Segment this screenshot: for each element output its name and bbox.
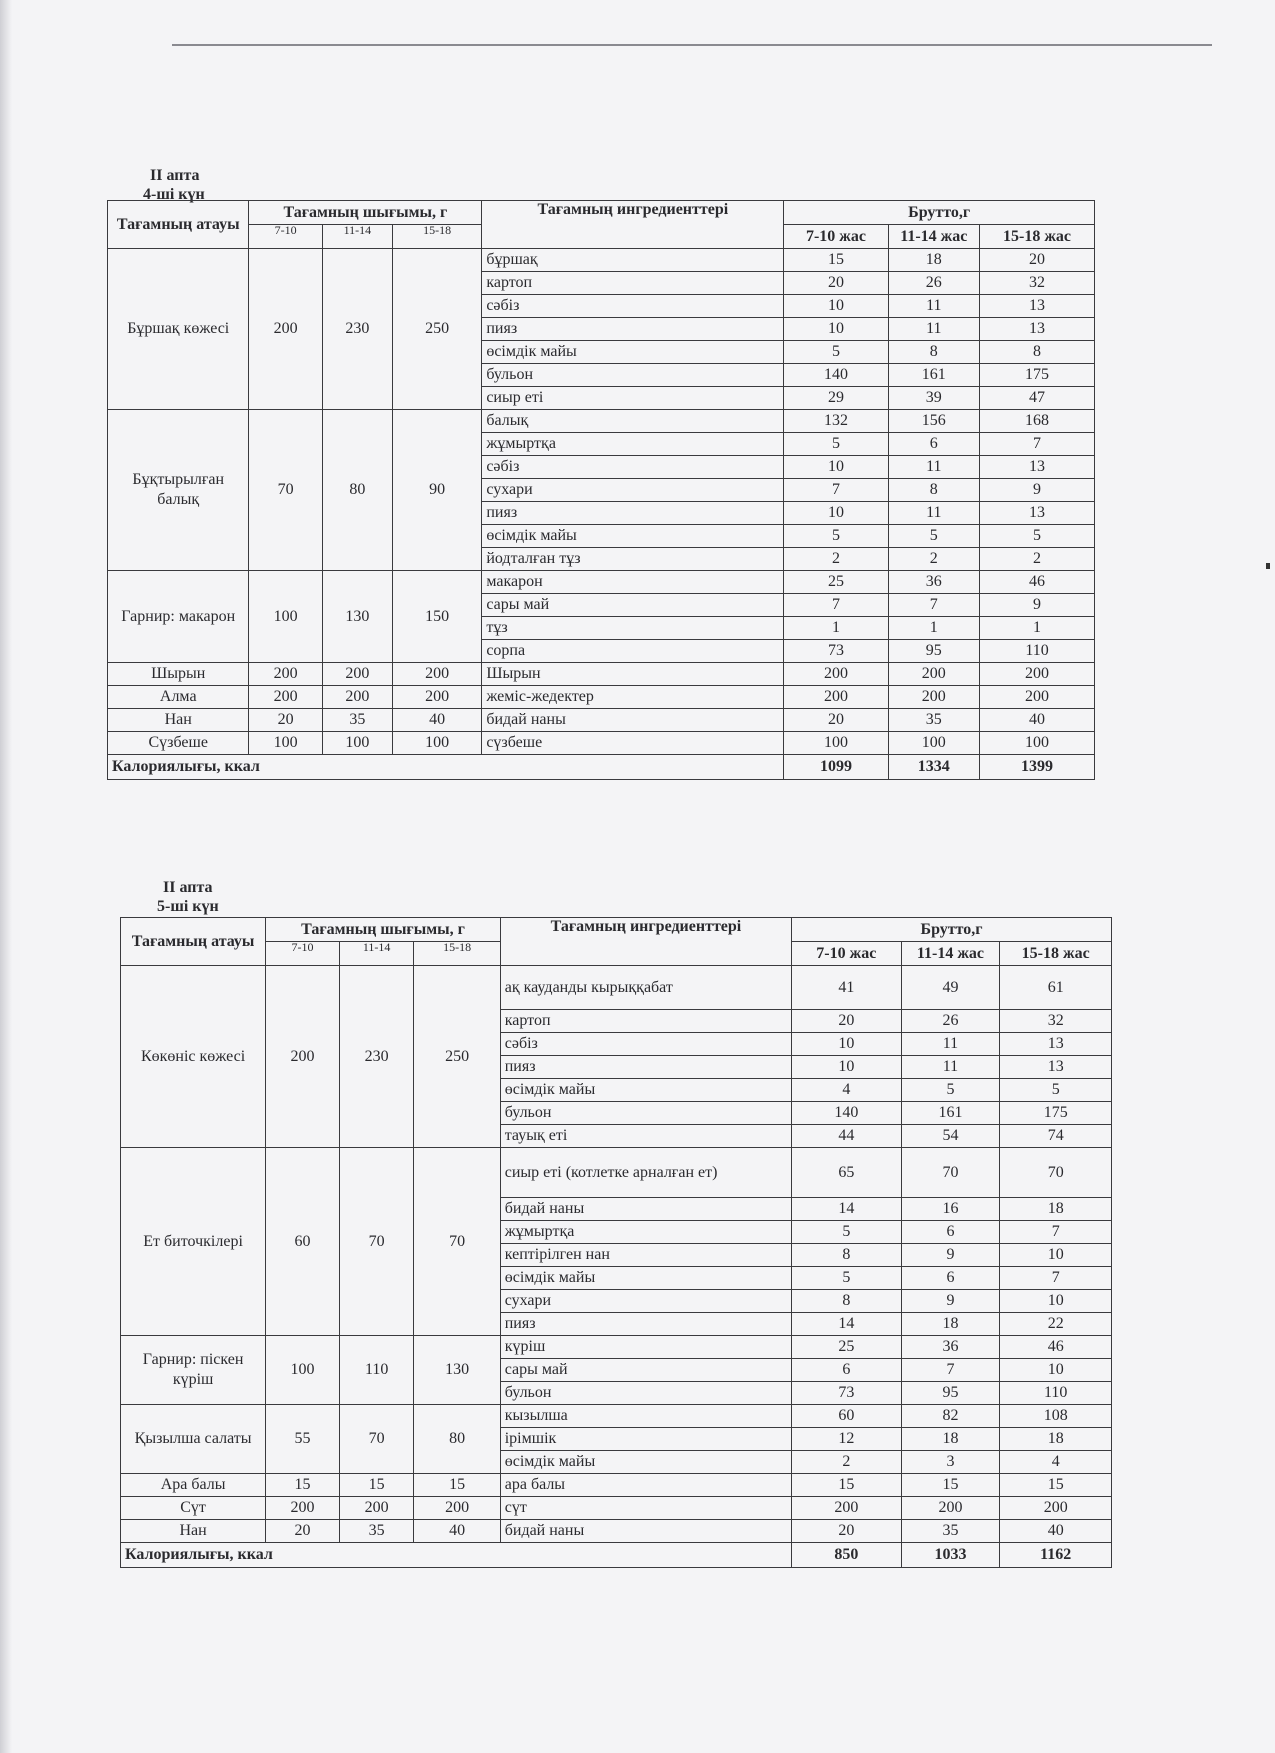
brutto-cell: 18: [1000, 1198, 1112, 1221]
ingredient-cell: жұмыртқа: [500, 1221, 791, 1244]
table-row: [121, 1148, 1112, 1198]
table-row: [108, 410, 1095, 433]
table-row: [121, 1520, 1112, 1543]
table-row: [108, 732, 1095, 755]
brutto-cell: 65: [792, 1148, 901, 1198]
ingredient-cell: кызылша: [500, 1405, 791, 1428]
brutto-cell: 6: [901, 1267, 1000, 1290]
calories-value: 1033: [901, 1543, 1000, 1568]
brutto-cell: 10: [1000, 1359, 1112, 1382]
ingredient-cell: күріш: [500, 1336, 791, 1359]
brutto-cell: 3: [901, 1451, 1000, 1474]
brutto-cell: 5: [784, 433, 888, 456]
yield-cell: 200: [393, 663, 482, 686]
ingredient-cell: сәбіз: [482, 295, 784, 318]
yield-cell: 200: [393, 686, 482, 709]
brutto-cell: 35: [888, 709, 979, 732]
ingredient-cell: сухари: [482, 479, 784, 502]
table-row: [121, 1474, 1112, 1497]
brutto-cell: 7: [784, 479, 888, 502]
brutto-cell: 6: [901, 1221, 1000, 1244]
brutto-cell: 49: [901, 966, 1000, 1010]
ingredient-cell: сары май: [482, 594, 784, 617]
ingredient-cell: өсімдік майы: [482, 525, 784, 548]
table-row: [121, 1497, 1112, 1520]
yield-cell: 100: [249, 571, 322, 663]
brutto-cell: 26: [901, 1010, 1000, 1033]
calories-value: 1399: [980, 755, 1095, 780]
week-label: II апта: [163, 879, 213, 896]
yield-cell: 70: [249, 410, 322, 571]
brutto-cell: 10: [784, 295, 888, 318]
brutto-cell: 18: [888, 249, 979, 272]
brutto-cell: 40: [1000, 1520, 1112, 1543]
brutto-cell: 32: [1000, 1010, 1112, 1033]
ingredient-cell: сорпа: [482, 640, 784, 663]
brutto-cell: 20: [784, 709, 888, 732]
yield-cell: 250: [393, 249, 482, 410]
ingredient-cell: ақ кауданды кырыққабат: [500, 966, 791, 1010]
brutto-cell: 2: [792, 1451, 901, 1474]
table-row: [121, 1336, 1112, 1359]
brutto-cell: 20: [792, 1010, 901, 1033]
brutto-cell: 13: [980, 318, 1095, 341]
brutto-cell: 46: [980, 571, 1095, 594]
yield-cell: 90: [393, 410, 482, 571]
brutto-cell: 46: [1000, 1336, 1112, 1359]
calories-label: Калориялығы, ккал: [108, 755, 784, 780]
ingredient-cell: пияз: [500, 1313, 791, 1336]
brutto-cell: 74: [1000, 1125, 1112, 1148]
menu-table-day5: [120, 917, 1112, 1568]
ingredient-cell: картоп: [482, 272, 784, 295]
yield-cell: 100: [322, 732, 392, 755]
brutto-cell: 10: [1000, 1244, 1112, 1267]
yield-cell: 80: [414, 1405, 500, 1474]
header-yield-age2: 11-14: [339, 942, 414, 966]
header-brutto: Брутто,г: [784, 201, 1095, 225]
ingredient-cell: өсімдік майы: [500, 1079, 791, 1102]
yield-cell: 55: [266, 1405, 340, 1474]
dish-name-cell: Ара балы: [121, 1474, 266, 1497]
yield-cell: 60: [266, 1148, 340, 1336]
dish-name-cell: Қызылша салаты: [121, 1405, 266, 1474]
calories-row: [108, 755, 1095, 780]
ingredient-cell: ірімшік: [500, 1428, 791, 1451]
calories-value: 1099: [784, 755, 888, 780]
table-row: [121, 966, 1112, 1010]
yield-cell: 130: [414, 1336, 500, 1405]
ingredient-cell: сиыр еті: [482, 387, 784, 410]
brutto-cell: 200: [888, 663, 979, 686]
brutto-cell: 25: [784, 571, 888, 594]
yield-cell: 200: [322, 686, 392, 709]
yield-cell: 200: [339, 1497, 414, 1520]
yield-cell: 15: [266, 1474, 340, 1497]
brutto-cell: 15: [1000, 1474, 1112, 1497]
table-body-day5: [121, 966, 1112, 1568]
yield-cell: 100: [266, 1336, 340, 1405]
brutto-cell: 161: [901, 1102, 1000, 1125]
brutto-cell: 4: [792, 1079, 901, 1102]
brutto-cell: 40: [980, 709, 1095, 732]
brutto-cell: 200: [980, 686, 1095, 709]
menu-table-day4: [107, 200, 1095, 780]
table-row: [108, 249, 1095, 272]
header-yield: Тағамның шығымы, г: [249, 201, 482, 225]
dish-name-cell: Сүт: [121, 1497, 266, 1520]
ingredient-cell: бидай наны: [500, 1520, 791, 1543]
brutto-cell: 200: [792, 1497, 901, 1520]
brutto-cell: 15: [792, 1474, 901, 1497]
brutto-cell: 110: [1000, 1382, 1112, 1405]
yield-cell: 130: [322, 571, 392, 663]
brutto-cell: 110: [980, 640, 1095, 663]
table-row: [108, 571, 1095, 594]
dish-name-cell: Бұршақ көжесі: [108, 249, 249, 410]
ingredient-cell: йодталған тұз: [482, 548, 784, 571]
brutto-cell: 25: [792, 1336, 901, 1359]
yield-cell: 200: [266, 966, 340, 1148]
ingredient-cell: бидай наны: [500, 1198, 791, 1221]
brutto-cell: 16: [901, 1198, 1000, 1221]
yield-cell: 230: [339, 966, 414, 1148]
table-row: [108, 686, 1095, 709]
yield-cell: 200: [249, 686, 322, 709]
day-label: 4-ші күн: [143, 186, 205, 203]
ingredient-cell: тұз: [482, 617, 784, 640]
yield-cell: 35: [322, 709, 392, 732]
brutto-cell: 5: [784, 525, 888, 548]
brutto-cell: 18: [1000, 1428, 1112, 1451]
yield-cell: 80: [322, 410, 392, 571]
brutto-cell: 5: [784, 341, 888, 364]
brutto-cell: 140: [784, 364, 888, 387]
brutto-cell: 60: [792, 1405, 901, 1428]
yield-cell: 200: [414, 1497, 500, 1520]
ingredient-cell: сухари: [500, 1290, 791, 1313]
brutto-cell: 11: [888, 502, 979, 525]
brutto-cell: 39: [888, 387, 979, 410]
header-yield: Тағамның шығымы, г: [266, 918, 501, 942]
brutto-cell: 11: [888, 318, 979, 341]
brutto-cell: 20: [980, 249, 1095, 272]
header-brutto: Брутто,г: [792, 918, 1112, 942]
week-label: II апта: [150, 167, 200, 184]
dish-name-cell: Бұқтырылған балық: [108, 410, 249, 571]
brutto-cell: 8: [792, 1244, 901, 1267]
brutto-cell: 13: [1000, 1056, 1112, 1079]
brutto-cell: 156: [888, 410, 979, 433]
brutto-cell: 6: [888, 433, 979, 456]
section-caption-day5: [157, 878, 219, 916]
ingredient-cell: тауық еті: [500, 1125, 791, 1148]
brutto-cell: 44: [792, 1125, 901, 1148]
brutto-cell: 15: [784, 249, 888, 272]
ingredient-cell: Шырын: [482, 663, 784, 686]
header-age2: 11-14 жас: [901, 942, 1000, 966]
header-yield-age3: 15-18: [414, 942, 500, 966]
table-row: [121, 1405, 1112, 1428]
yield-cell: 20: [266, 1520, 340, 1543]
yield-cell: 35: [339, 1520, 414, 1543]
ingredient-cell: картоп: [500, 1010, 791, 1033]
brutto-cell: 73: [784, 640, 888, 663]
brutto-cell: 10: [784, 456, 888, 479]
dish-name-cell: Сүзбеше: [108, 732, 249, 755]
brutto-cell: 7: [1000, 1221, 1112, 1244]
brutto-cell: 1: [980, 617, 1095, 640]
brutto-cell: 8: [888, 479, 979, 502]
brutto-cell: 5: [792, 1221, 901, 1244]
ingredient-cell: бұршақ: [482, 249, 784, 272]
calories-row: [121, 1543, 1112, 1568]
brutto-cell: 100: [888, 732, 979, 755]
yield-cell: 250: [414, 966, 500, 1148]
ingredient-cell: өсімдік майы: [500, 1451, 791, 1474]
brutto-cell: 20: [792, 1520, 901, 1543]
yield-cell: 40: [393, 709, 482, 732]
ingredient-cell: жеміс-жедектер: [482, 686, 784, 709]
yield-cell: 100: [249, 732, 322, 755]
yield-cell: 20: [249, 709, 322, 732]
ingredient-cell: макарон: [482, 571, 784, 594]
brutto-cell: 10: [784, 502, 888, 525]
brutto-cell: 1: [784, 617, 888, 640]
brutto-cell: 140: [792, 1102, 901, 1125]
brutto-cell: 13: [980, 295, 1095, 318]
brutto-cell: 200: [784, 686, 888, 709]
brutto-cell: 61: [1000, 966, 1112, 1010]
brutto-cell: 13: [1000, 1033, 1112, 1056]
header-age3: 15-18 жас: [1000, 942, 1112, 966]
brutto-cell: 4: [1000, 1451, 1112, 1474]
table-row: [108, 709, 1095, 732]
yield-cell: 70: [414, 1148, 500, 1336]
brutto-cell: 36: [901, 1336, 1000, 1359]
yield-cell: 100: [393, 732, 482, 755]
ingredient-cell: бульон: [500, 1382, 791, 1405]
brutto-cell: 200: [980, 663, 1095, 686]
yield-cell: 230: [322, 249, 392, 410]
scan-mark: [1266, 563, 1270, 569]
header-ingredients: Тағамның ингредиенттері: [482, 201, 784, 249]
brutto-cell: 100: [784, 732, 888, 755]
brutto-cell: 5: [792, 1267, 901, 1290]
brutto-cell: 13: [980, 456, 1095, 479]
brutto-cell: 11: [888, 456, 979, 479]
table-row: [108, 663, 1095, 686]
yield-cell: 40: [414, 1520, 500, 1543]
brutto-cell: 7: [784, 594, 888, 617]
brutto-cell: 2: [888, 548, 979, 571]
brutto-cell: 47: [980, 387, 1095, 410]
brutto-cell: 200: [784, 663, 888, 686]
brutto-cell: 8: [888, 341, 979, 364]
brutto-cell: 132: [784, 410, 888, 433]
brutto-cell: 5: [901, 1079, 1000, 1102]
brutto-cell: 2: [980, 548, 1095, 571]
dish-name-cell: Нан: [121, 1520, 266, 1543]
brutto-cell: 200: [1000, 1497, 1112, 1520]
brutto-cell: 11: [901, 1033, 1000, 1056]
header-age2: 11-14 жас: [888, 225, 979, 249]
ingredient-cell: сиыр еті (котлетке арналған ет): [500, 1148, 791, 1198]
dish-name-cell: Көкөніс көжесі: [121, 966, 266, 1148]
brutto-cell: 168: [980, 410, 1095, 433]
brutto-cell: 29: [784, 387, 888, 410]
brutto-cell: 70: [1000, 1148, 1112, 1198]
ingredient-cell: жұмыртқа: [482, 433, 784, 456]
yield-cell: 150: [393, 571, 482, 663]
brutto-cell: 175: [1000, 1102, 1112, 1125]
ingredient-cell: пияз: [482, 502, 784, 525]
calories-label: Калориялығы, ккал: [121, 1543, 792, 1568]
ingredient-cell: бульон: [500, 1102, 791, 1125]
yield-cell: 200: [249, 663, 322, 686]
dish-name-cell: Ет биточкілері: [121, 1148, 266, 1336]
brutto-cell: 73: [792, 1382, 901, 1405]
brutto-cell: 8: [980, 341, 1095, 364]
brutto-cell: 108: [1000, 1405, 1112, 1428]
section-caption-day4: [143, 166, 205, 204]
brutto-cell: 54: [901, 1125, 1000, 1148]
ingredient-cell: пияз: [500, 1056, 791, 1079]
brutto-cell: 10: [784, 318, 888, 341]
brutto-cell: 18: [901, 1428, 1000, 1451]
ingredient-cell: кептірілген нан: [500, 1244, 791, 1267]
header-yield-age3: 15-18: [393, 225, 482, 249]
brutto-cell: 22: [1000, 1313, 1112, 1336]
ingredient-cell: сүт: [500, 1497, 791, 1520]
header-yield-age2: 11-14: [322, 225, 392, 249]
brutto-cell: 26: [888, 272, 979, 295]
yield-cell: 15: [339, 1474, 414, 1497]
brutto-cell: 11: [901, 1056, 1000, 1079]
header-ingredients: Тағамның ингредиенттері: [500, 918, 791, 966]
ingredient-cell: балық: [482, 410, 784, 433]
brutto-cell: 6: [792, 1359, 901, 1382]
header-age3: 15-18 жас: [980, 225, 1095, 249]
brutto-cell: 20: [784, 272, 888, 295]
brutto-cell: 41: [792, 966, 901, 1010]
brutto-cell: 14: [792, 1198, 901, 1221]
dish-name-cell: Нан: [108, 709, 249, 732]
brutto-cell: 1: [888, 617, 979, 640]
brutto-cell: 10: [792, 1033, 901, 1056]
ingredient-cell: сүзбеше: [482, 732, 784, 755]
header-dish: Тағамның атауы: [121, 918, 266, 966]
dish-name-cell: Гарнир: макарон: [108, 571, 249, 663]
ingredient-cell: пияз: [482, 318, 784, 341]
yield-cell: 110: [339, 1336, 414, 1405]
brutto-cell: 5: [980, 525, 1095, 548]
brutto-cell: 8: [792, 1290, 901, 1313]
ingredient-cell: бульон: [482, 364, 784, 387]
brutto-cell: 14: [792, 1313, 901, 1336]
brutto-cell: 2: [784, 548, 888, 571]
brutto-cell: 32: [980, 272, 1095, 295]
brutto-cell: 35: [901, 1520, 1000, 1543]
ingredient-cell: сәбіз: [500, 1033, 791, 1056]
dish-name-cell: Гарнир: піскен күріш: [121, 1336, 266, 1405]
brutto-cell: 7: [901, 1359, 1000, 1382]
ingredient-cell: өсімдік майы: [482, 341, 784, 364]
brutto-cell: 18: [901, 1313, 1000, 1336]
brutto-cell: 10: [1000, 1290, 1112, 1313]
brutto-cell: 95: [901, 1382, 1000, 1405]
ingredient-cell: ара балы: [500, 1474, 791, 1497]
brutto-cell: 9: [980, 479, 1095, 502]
day-label: 5-ші күн: [157, 898, 219, 915]
brutto-cell: 7: [980, 433, 1095, 456]
header-yield-age1: 7-10: [266, 942, 340, 966]
yield-cell: 200: [249, 249, 322, 410]
brutto-cell: 15: [901, 1474, 1000, 1497]
ingredient-cell: өсімдік майы: [500, 1267, 791, 1290]
brutto-cell: 70: [901, 1148, 1000, 1198]
brutto-cell: 9: [901, 1290, 1000, 1313]
calories-value: 850: [792, 1543, 901, 1568]
brutto-cell: 5: [888, 525, 979, 548]
brutto-cell: 200: [901, 1497, 1000, 1520]
brutto-cell: 5: [1000, 1079, 1112, 1102]
brutto-cell: 7: [888, 594, 979, 617]
brutto-cell: 13: [980, 502, 1095, 525]
brutto-cell: 95: [888, 640, 979, 663]
brutto-cell: 200: [888, 686, 979, 709]
dish-name-cell: Алма: [108, 686, 249, 709]
brutto-cell: 100: [980, 732, 1095, 755]
yield-cell: 70: [339, 1405, 414, 1474]
top-rule: [172, 44, 1212, 46]
brutto-cell: 175: [980, 364, 1095, 387]
brutto-cell: 10: [792, 1056, 901, 1079]
brutto-cell: 82: [901, 1405, 1000, 1428]
header-age1: 7-10 жас: [784, 225, 888, 249]
brutto-cell: 9: [980, 594, 1095, 617]
yield-cell: 15: [414, 1474, 500, 1497]
brutto-cell: 161: [888, 364, 979, 387]
brutto-cell: 12: [792, 1428, 901, 1451]
header-dish: Тағамның атауы: [108, 201, 249, 249]
ingredient-cell: сәбіз: [482, 456, 784, 479]
yield-cell: 200: [322, 663, 392, 686]
dish-name-cell: Шырын: [108, 663, 249, 686]
ingredient-cell: сары май: [500, 1359, 791, 1382]
header-age1: 7-10 жас: [792, 942, 901, 966]
calories-value: 1162: [1000, 1543, 1112, 1568]
calories-value: 1334: [888, 755, 979, 780]
brutto-cell: 7: [1000, 1267, 1112, 1290]
table-body-day4: [108, 249, 1095, 780]
brutto-cell: 36: [888, 571, 979, 594]
brutto-cell: 11: [888, 295, 979, 318]
brutto-cell: 9: [901, 1244, 1000, 1267]
header-yield-age1: 7-10: [249, 225, 322, 249]
yield-cell: 70: [339, 1148, 414, 1336]
ingredient-cell: бидай наны: [482, 709, 784, 732]
page-edge: [0, 0, 12, 1753]
yield-cell: 200: [266, 1497, 340, 1520]
